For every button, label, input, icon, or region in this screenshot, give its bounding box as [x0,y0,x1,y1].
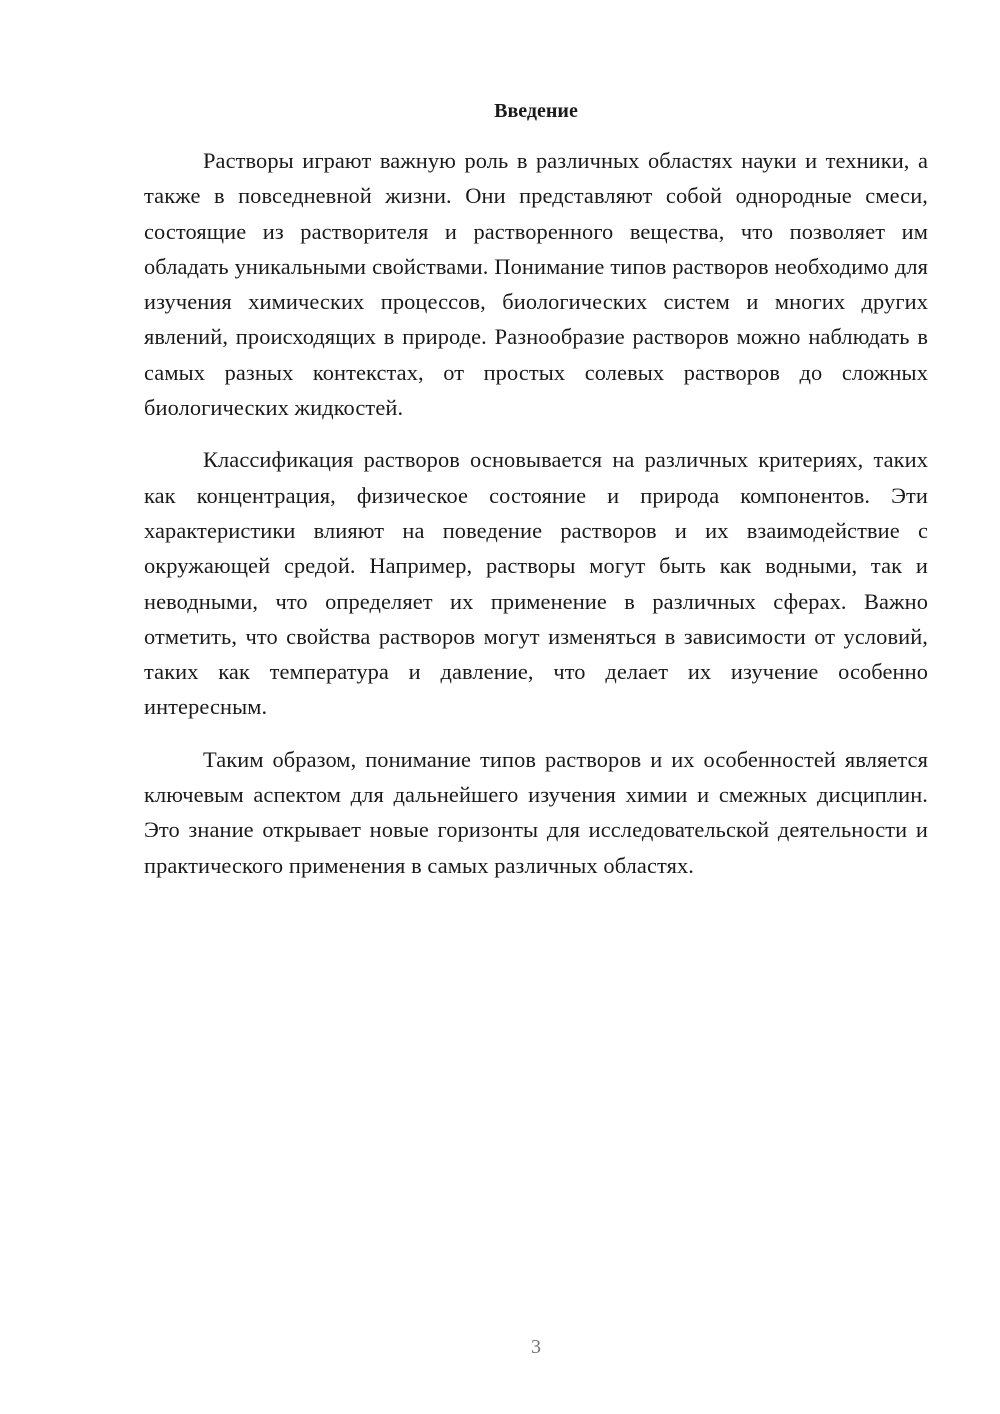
paragraph-2: Классификация растворов основывается на различных критериях, таких как концентрация, физическое состояние и природа компонентов. Эти характеристики влияют на поведение растворов и их взаимодействие с окружающей средой. Например, растворы могут быть как водными, так и неводными, что определяет их применение в различных сферах. Важно отметить, что свойства растворов могут изменяться в зависимости от условий, таких как температура и давление, что делает их изучение особенно интересным. [144,447,928,720]
body-text [144,143,928,900]
paragraph-1: Растворы играют важную роль в различных областях науки и техники, а также в повседневной жизни. Они представляют собой однородные смеси, состоящие из растворителя и растворенного вещества, что позволяет им обладать уникальными свойствами. Понимание типов растворов необходимо для изучения химических процессов, биологических систем и многих других явлений, происходящих в природе. Разнообразие растворов можно наблюдать в самых разных контекстах, от простых солевых растворов до сложных биологических жидкостей. [144,148,928,421]
page-number: 3 [531,1336,541,1358]
section-heading: Введение [494,100,578,122]
paragraph-3: Таким образом, понимание типов растворов и их особенностей является ключевым аспектом для дальнейшего изучения химии и смежных дисциплин. Это знание открывает новые горизонты для исследовательской деятельности и практического применения в самых различных областях. [144,746,928,878]
